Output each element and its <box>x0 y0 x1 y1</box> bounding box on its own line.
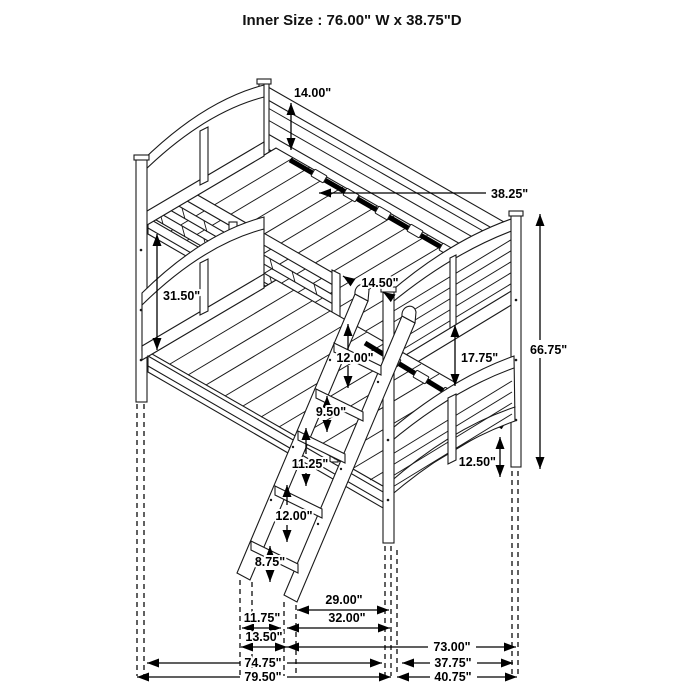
dim-ladder-inner-width <box>242 611 281 628</box>
dim-label-headboard-top-section: 14.00" <box>294 86 332 100</box>
dim-label-ladder-step-top: 12.00" <box>336 351 374 365</box>
dim-label-inner-length: 73.00" <box>433 640 471 654</box>
dim-label-ladder-opening: 14.50" <box>361 276 399 290</box>
dim-frame-depth <box>402 656 513 670</box>
dim-label-ladder-reach-outer: 32.00" <box>328 611 366 625</box>
dim-overall-length <box>137 670 391 684</box>
dim-label-ladder-inner-width: 11.75" <box>243 611 281 625</box>
dim-overall-height <box>530 214 567 469</box>
dim-label-ladder-outer-width: 13.50" <box>245 630 283 644</box>
dim-label-ladder-reach: 29.00" <box>325 593 363 607</box>
dim-label-ladder-step-2: 9.50" <box>315 405 347 419</box>
dim-label-ladder-step-bottom: 8.75" <box>254 555 286 569</box>
diagram-title: Inner Size : 76.00" W x 38.75"D <box>242 12 462 29</box>
foot-rear-post <box>509 211 523 467</box>
dim-label-under-top-bunk-clearance: 17.75" <box>461 351 499 365</box>
dim-inner-length <box>287 640 516 654</box>
dim-label-overall-height: 66.75" <box>530 343 568 357</box>
dim-ladder-outer-width <box>241 630 287 647</box>
dim-overall-depth <box>397 670 517 684</box>
dim-label-ladder-step-3: 11.25" <box>291 457 329 471</box>
dim-ladder-reach-outer <box>287 611 390 628</box>
dim-label-overall-depth: 40.75" <box>434 670 472 684</box>
dim-label-frame-length: 74.75" <box>244 656 282 670</box>
dim-label-under-bed-clearance: 12.50" <box>458 455 496 469</box>
dim-label-bunk-spacing: 31.50" <box>163 289 201 303</box>
dim-label-top-bunk-slat-length: 38.25" <box>491 187 529 201</box>
head-front-post <box>134 155 149 402</box>
dim-ladder-reach <box>297 593 389 610</box>
dim-label-ladder-step-4: 12.00" <box>275 509 313 523</box>
foot-front-post <box>381 287 396 543</box>
dim-label-overall-length: 79.50" <box>244 670 282 684</box>
dim-frame-length <box>147 656 382 670</box>
dim-label-frame-depth: 37.75" <box>434 656 472 670</box>
bed-structure <box>134 79 523 602</box>
